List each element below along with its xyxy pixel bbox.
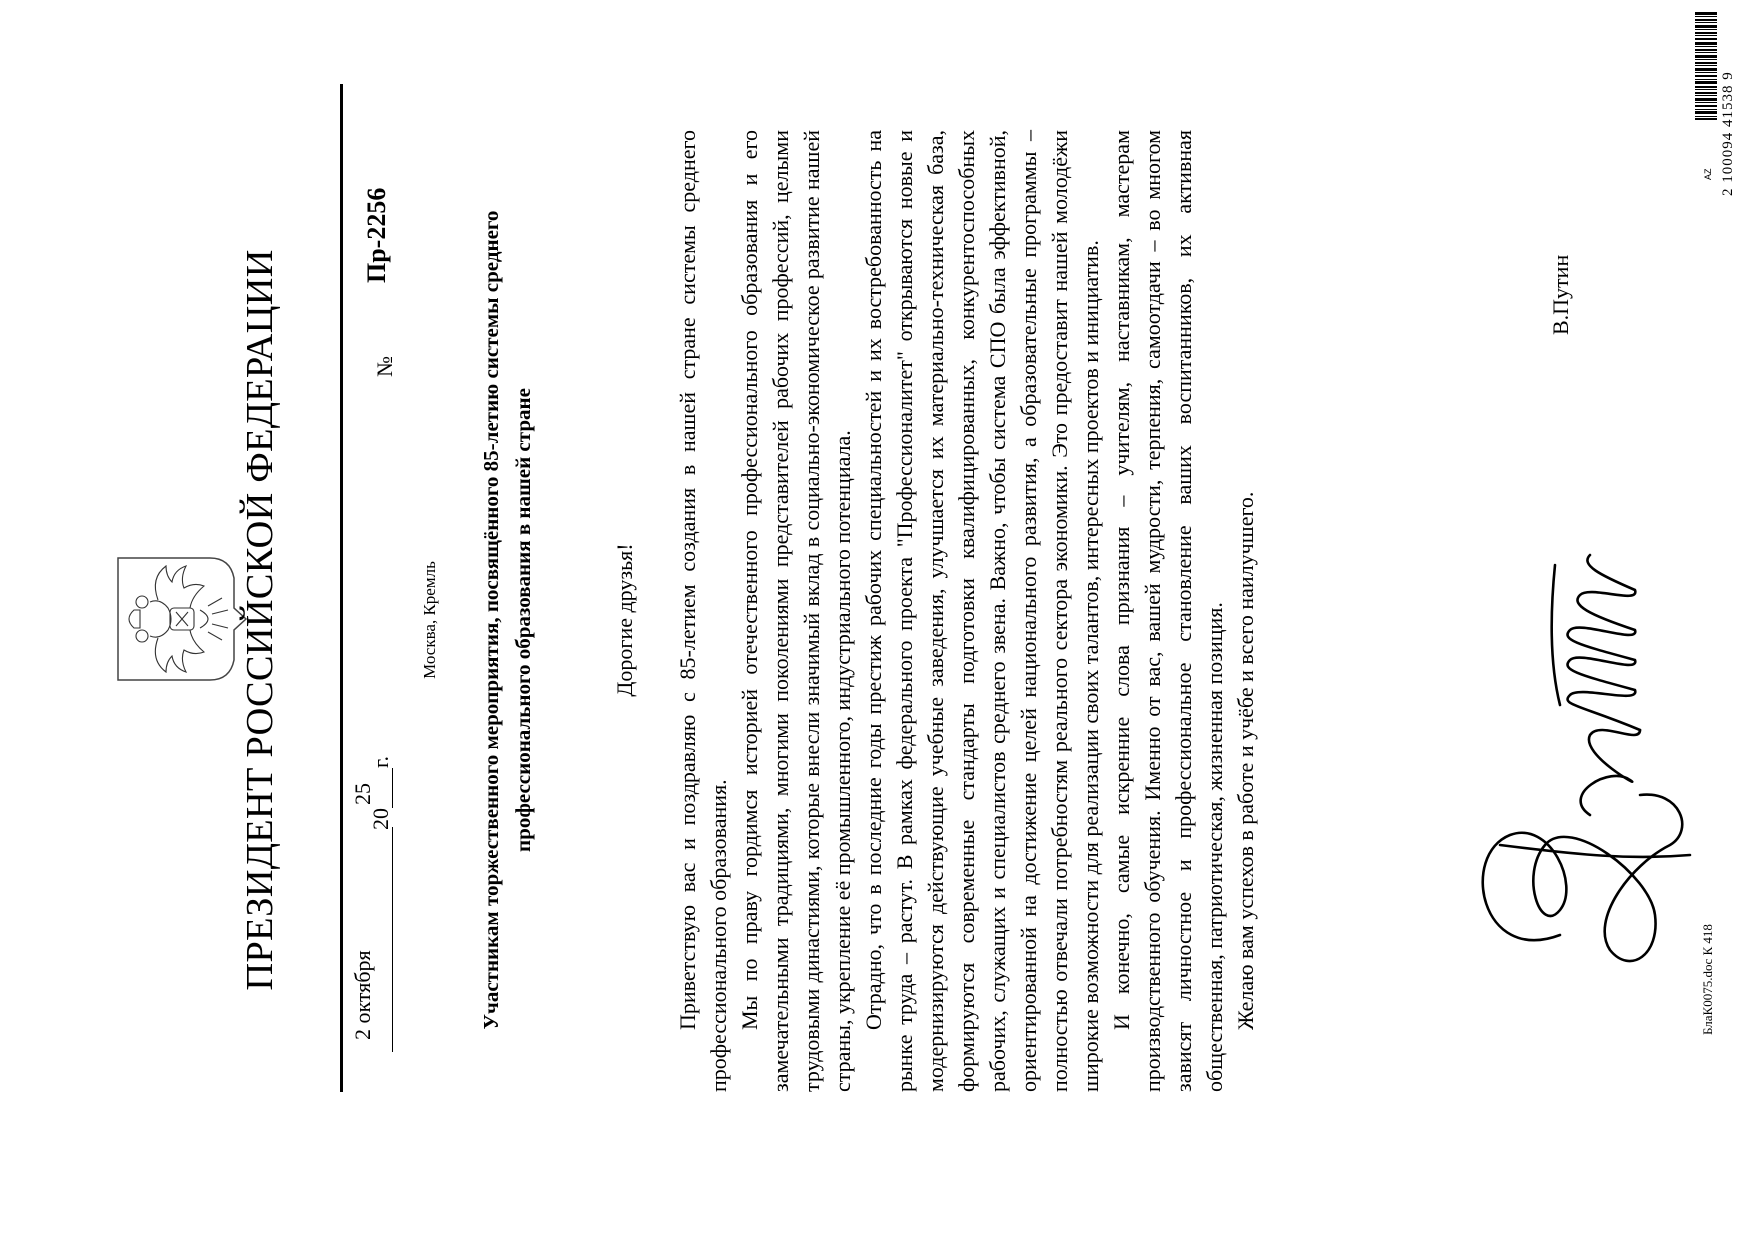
year-underline xyxy=(392,768,393,808)
signer-name: В.Путин xyxy=(1548,254,1573,335)
paragraph: Отрадно, что в последние годы престиж рабочих специальностей и их востребованность на рынке труда – растут. В рамках федерального проекта "Профессионалитет" открываются новые и модернизируются действующие учебные заведения, улучшается их материально-техническая база, формируются современные стандарты подготовки квалифицированных, конкурентоспособных рабочих, служащих и специалистов среднего звена. Важно, чтобы система СПО была эффективной, ориентированной на достижение целей национального развития, а образовательные программы – полностью отвечали потребностям реального сектора экономики. Это предоставит нашей молодёжи широкие возможности для реализации своих талантов, интересных проектов и инициатив. xyxy=(861,130,1103,1092)
date-year: 25 xyxy=(350,783,375,805)
handwritten-signature xyxy=(1440,545,1710,1005)
letter-body xyxy=(672,130,1261,1092)
date-century: 20 xyxy=(368,808,393,830)
svg-text:AZ: AZ xyxy=(1703,168,1713,180)
place-label: Москва, Кремль xyxy=(420,561,439,679)
date-underline xyxy=(392,827,393,1052)
footer-code: БлаК0075.doc К 418 xyxy=(1700,924,1715,1035)
title-rule xyxy=(340,84,343,1092)
letter-heading: Участникам торжественного мероприятия, посвящённого 85-летию системы среднего профессионального образования в нашей стране xyxy=(479,210,535,1030)
number-sign: № xyxy=(372,356,397,377)
date-day-month: 2 октября xyxy=(350,950,375,1040)
coat-of-arms-emblem xyxy=(112,550,250,688)
barcode-number: 2 100094 41538 9 xyxy=(1720,71,1736,196)
document-number: Пр-2256 xyxy=(362,187,391,283)
date-year-suffix: г. xyxy=(368,755,393,768)
paragraph: И конечно, самые искренние слова признания – учителям, наставникам, мастерам производственного обучения. Именно от вас, вашей мудрости, терпения, самоотдачи – во многом зависят личностное и профессиональное становление ваших воспитанников, их активная общественная, патриотическая, жизненная позиция. xyxy=(1109,130,1227,1092)
document-title: ПРЕЗИДЕНТ РОССИЙСКОЙ ФЕДЕРАЦИИ xyxy=(239,249,281,991)
paragraph: Мы по праву гордимся историей отечественного профессионального образования и его замечательными традициями, многими поколениями представителей рабочих профессий, целыми трудовыми династиями, которые внесли значимый вклад в социально-экономическое развитие нашей страны, укрепление её промышленного, индустриального потенциала. xyxy=(737,130,855,1092)
greeting: Дорогие друзья! xyxy=(612,543,637,697)
paragraph: Приветствую вас и поздравляю с 85-летием создания в нашей стране системы среднего профессионального образования. xyxy=(675,130,731,1092)
paragraph: Желаю вам успехов в работе и учёбе и всего наилучшего. xyxy=(1233,491,1258,1030)
